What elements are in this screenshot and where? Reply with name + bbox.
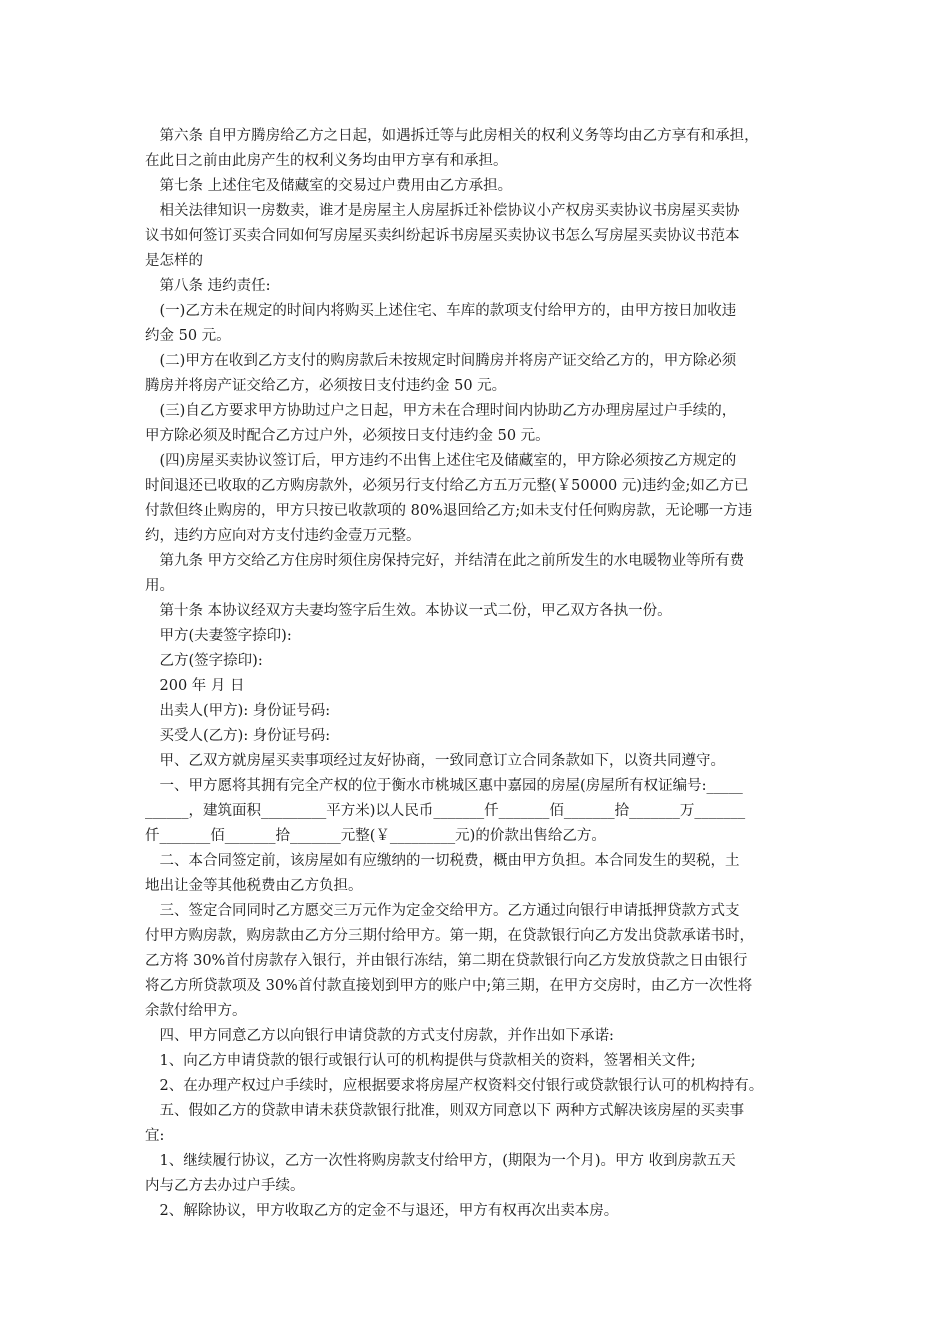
text-line: 是怎样的 xyxy=(145,253,203,269)
text-line: 五、假如乙方的贷款申请未获贷款银行批准，则双方同意以下 两种方式解决该房屋的买卖事 xyxy=(145,1103,745,1119)
text-line: 三、签定合同同时乙方愿交三万元作为定金交给甲方。乙方通过向银行申请抵押贷款方式支 xyxy=(145,903,740,919)
text-line: 议书如何签订买卖合同如何写房屋买卖纠纷起诉书房屋买卖协议书怎么写房屋买卖协议书范本 xyxy=(145,228,740,244)
text-line: 相关法律知识一房数卖，谁才是房屋主人房屋拆迁补偿协议小产权房买卖协议书房屋买卖协 xyxy=(145,203,740,219)
text-line: 买受人(乙方): 身份证号码: xyxy=(145,728,331,744)
text-line: (一)乙方未在规定的时间内将购买上述住宅、车库的款项支付给甲方的，由甲方按日加收违 xyxy=(145,303,737,319)
text-line: 用。 xyxy=(145,578,174,594)
text-line: 付款但终止购房的，甲方只按已收款项的 80%退回给乙方;如未支付任何购房款，无论哪一方违 xyxy=(145,503,753,519)
text-line: 时间退还已收取的乙方购房款外，必须另行支付给乙方五万元整(￥50000 元)违约金;如乙方已 xyxy=(145,478,749,494)
text-line: 1、继续履行协议，乙方一次性将购房款支付给甲方，(期限为一个月)。甲方 收到房款五天 xyxy=(145,1153,736,1169)
text-line: 约金 50 元。 xyxy=(145,328,231,344)
text-line: 余款付给甲方。 xyxy=(145,1003,247,1019)
text-line: (三)自乙方要求甲方协助过户之日起，甲方未在合理时间内协助乙方办理房屋过户手续的， xyxy=(145,403,737,419)
text-line: 甲方(夫妻签字捺印): xyxy=(145,628,292,644)
text-line: 一、甲方愿将其拥有完全产权的位于衡水市桃城区惠中嘉园的房屋(房屋所有权证编号:_____ xyxy=(145,778,743,794)
text-line: 二、本合同签定前，该房屋如有应缴纳的一切税费，概由甲方负担。本合同发生的契税，土 xyxy=(145,853,740,869)
text-line: (二)甲方在收到乙方支付的购房款后未按规定时间腾房并将房产证交给乙方的，甲方除必须 xyxy=(145,353,737,369)
text-line: 乙方将 30%首付房款存入银行，并由银行冻结，第二期在贷款银行向乙方发放贷款之日由银行 xyxy=(145,953,748,969)
text-line: 四、甲方同意乙方以向银行申请贷款的方式支付房款，并作出如下承诺: xyxy=(145,1028,614,1044)
text-line: 第九条 甲方交给乙方住房时须住房保持完好，并结清在此之前所发生的水电暖物业等所有费 xyxy=(145,553,745,569)
text-line: (四)房屋买卖协议签订后，甲方违约不出售上述住宅及储藏室的，甲方除必须按乙方规定的 xyxy=(145,453,737,469)
text-line: 第六条 自甲方腾房给乙方之日起，如遇拆迁等与此房相关的权利义务等均由乙方享有和承担， xyxy=(145,128,759,144)
text-line: 第十条 本协议经双方夫妻均签字后生效。本协议一式二份，甲乙双方各执一份。 xyxy=(145,603,672,619)
text-line: 甲方除必须及时配合乙方过户外，必须按日支付违约金 50 元。 xyxy=(145,428,550,444)
text-line: 2、解除协议，甲方收取乙方的定金不与退还，甲方有权再次出卖本房。 xyxy=(145,1203,619,1219)
text-line: 在此日之前由此房产生的权利义务均由甲方享有和承担。 xyxy=(145,153,508,169)
text-line: 1、向乙方申请贷款的银行或银行认可的机构提供与贷款相关的资料，签署相关文件; xyxy=(145,1053,696,1069)
text-line: ______，建筑面积_________平方米)以人民币_______仟_______佰_______拾_______万_______ xyxy=(145,803,746,819)
text-line: 腾房并将房产证交给乙方，必须按日支付违约金 50 元。 xyxy=(145,378,507,394)
text-line: 仟_______佰_______拾_______元整(￥_________元)的价款出售给乙方。 xyxy=(145,828,606,844)
text-line: 出卖人(甲方): 身份证号码: xyxy=(145,703,331,719)
text-line: 甲、乙双方就房屋买卖事项经过友好协商，一致同意订立合同条款如下，以资共同遵守。 xyxy=(145,753,725,769)
text-line: 200 年 月 日 xyxy=(145,678,245,694)
text-line: 第八条 违约责任: xyxy=(145,278,271,294)
text-line: 约，违约方应向对方支付违约金壹万元整。 xyxy=(145,528,421,544)
text-line: 2、在办理产权过户手续时，应根据要求将房屋产权资料交付银行或贷款银行认可的机构持有。 xyxy=(145,1078,764,1094)
text-line: 内与乙方去办过户手续。 xyxy=(145,1178,305,1194)
text-line: 宜: xyxy=(145,1128,165,1144)
document-body xyxy=(145,124,825,1224)
text-line: 将乙方所贷款项及 30%首付款直接划到甲方的账户中;第三期，在甲方交房时，由乙方一次性将 xyxy=(145,978,753,994)
text-line: 乙方(签字捺印): xyxy=(145,653,263,669)
text-line: 地出让金等其他税费由乙方负担。 xyxy=(145,878,363,894)
text-line: 第七条 上述住宅及储藏室的交易过户费用由乙方承担。 xyxy=(145,178,513,194)
text-line: 付甲方购房款，购房款由乙方分三期付给甲方。第一期，在贷款银行向乙方发出贷款承诺书时， xyxy=(145,928,754,944)
